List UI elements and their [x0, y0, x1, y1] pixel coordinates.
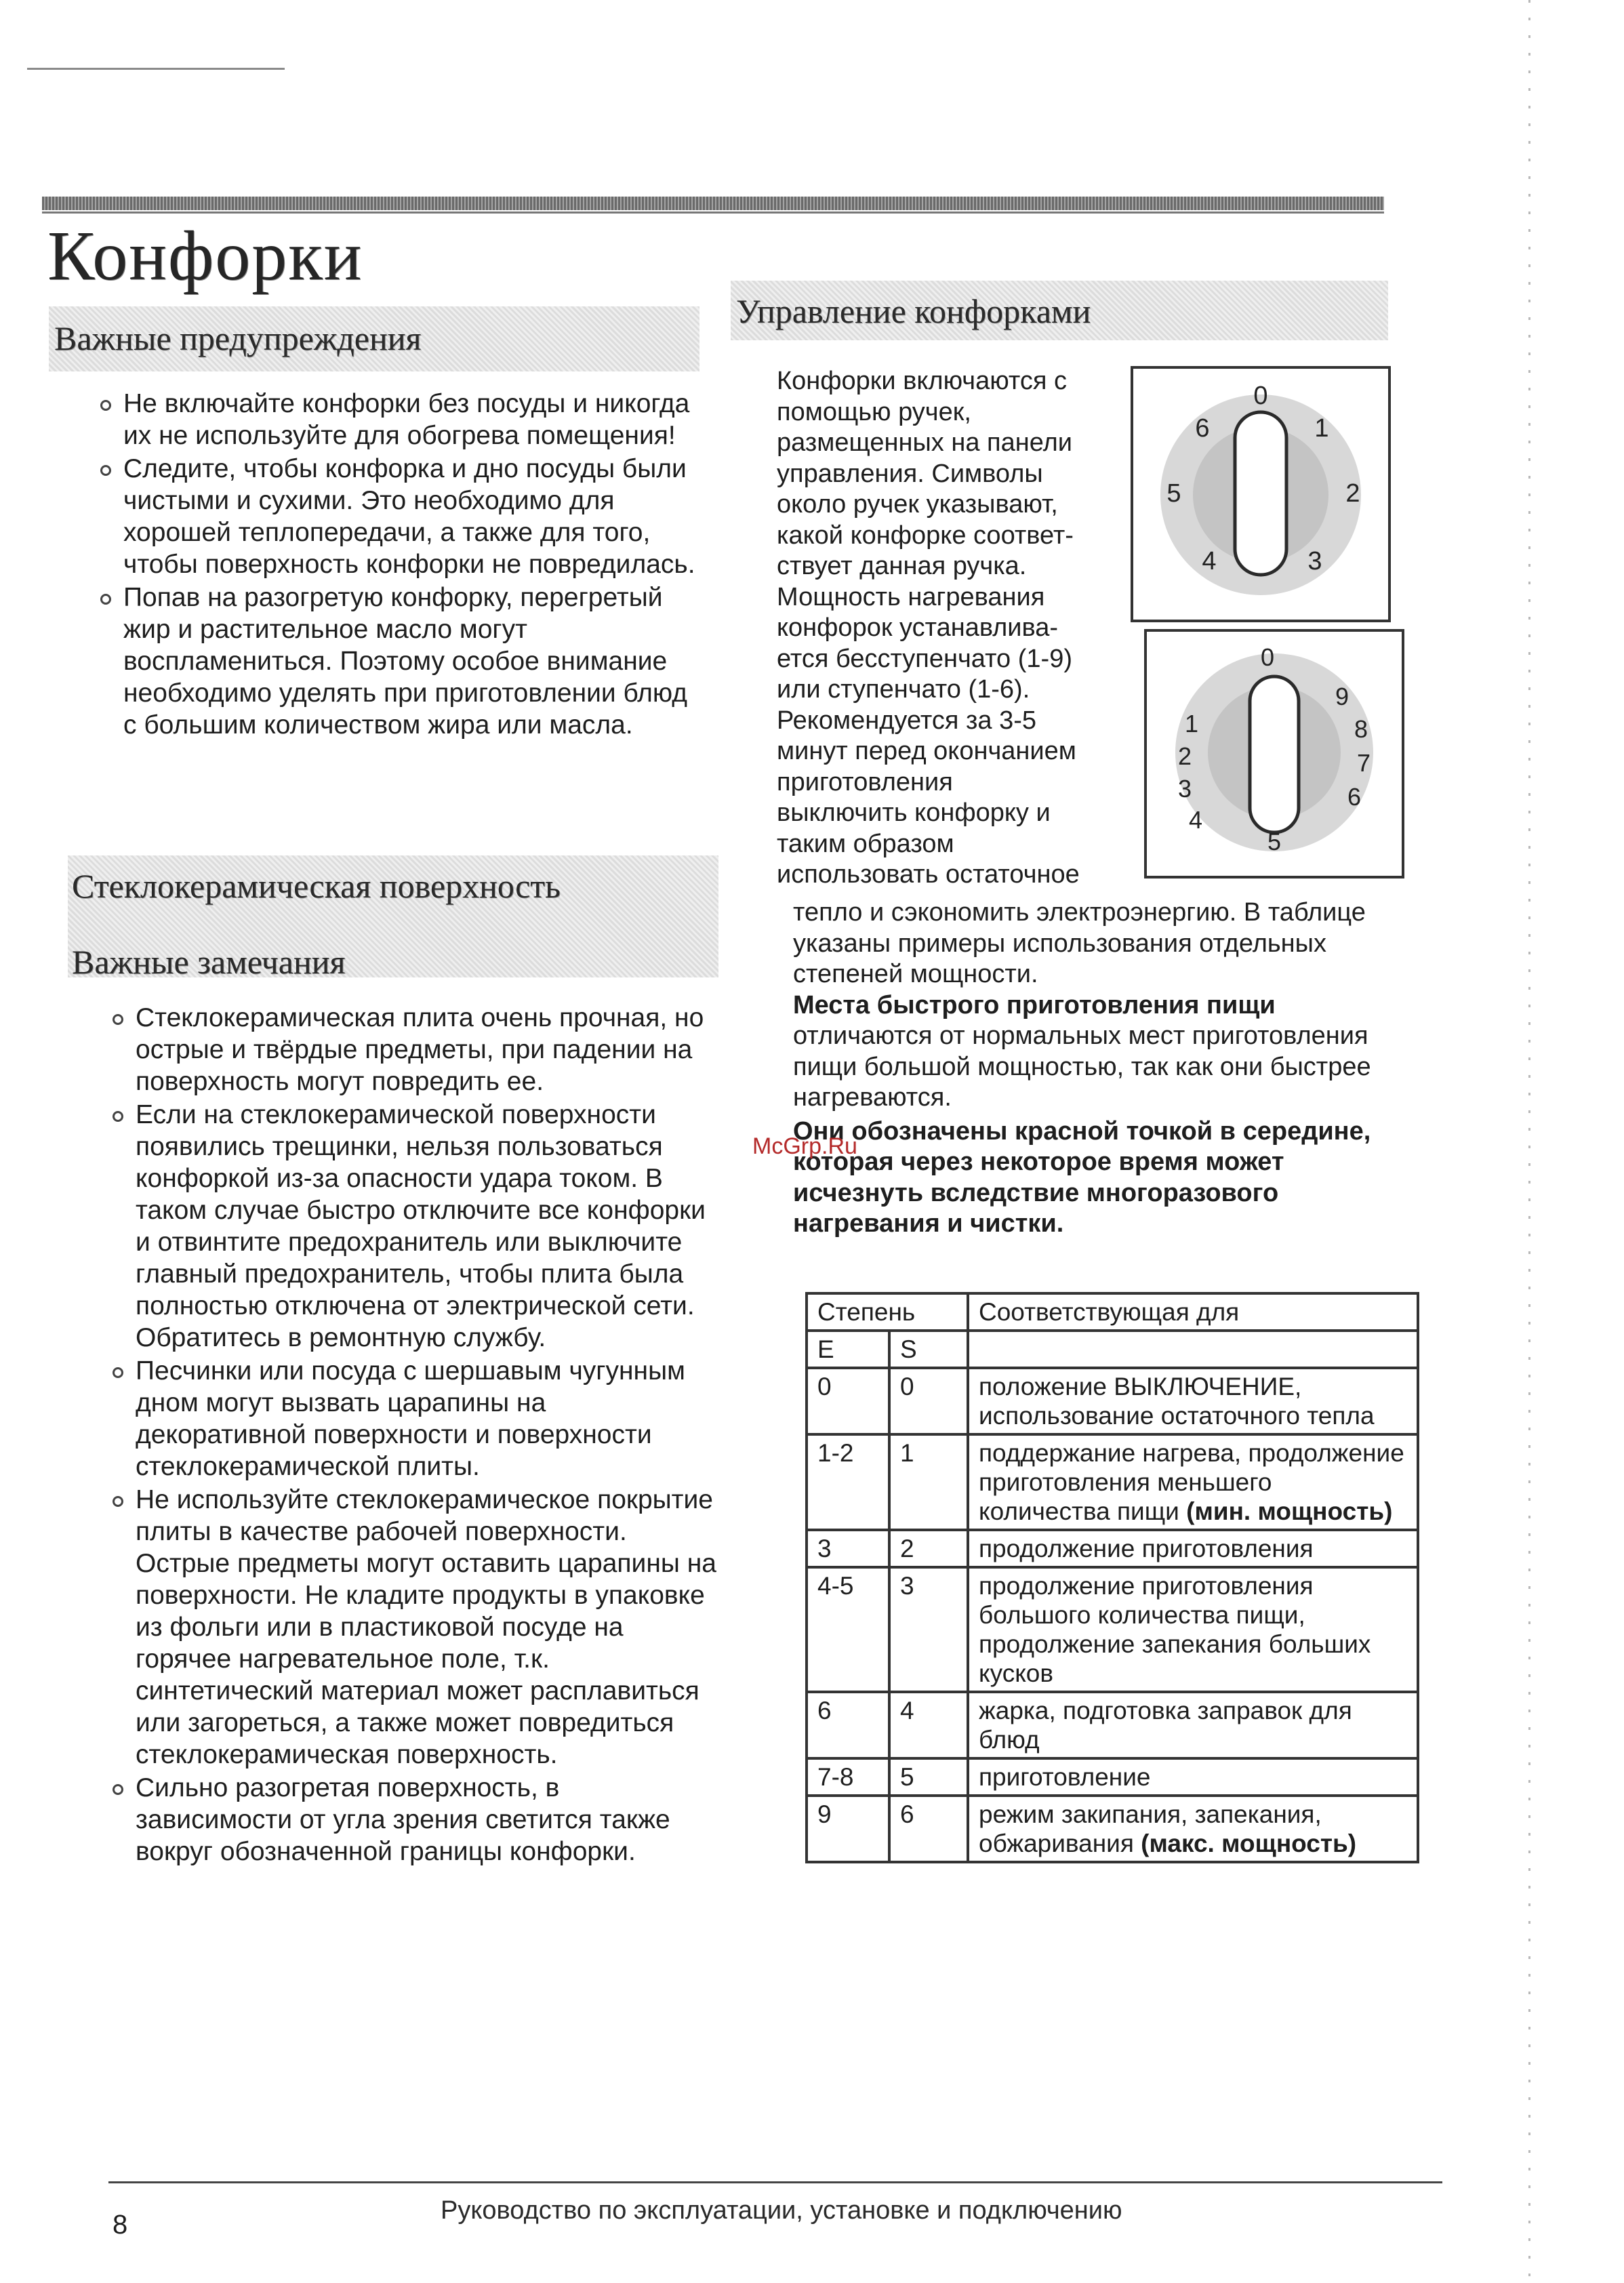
knob-handle	[1235, 412, 1286, 575]
notes-list	[113, 1002, 723, 1869]
control-intro: Конфорки включаются с помощью ручек, размещенных на панели управления. Символы около ручек указывают, какой конфорке соответ- ствует данная ручка. Мощность нагревания конфорок устанавлива- ется бесступенчато (1-9) или ступенчато (1-6). Рекомендуется за 3-5 минут перед окончанием приготовления выключить конфорку и таким образом использовать остаточное	[777, 367, 1080, 889]
power-level-table	[805, 1292, 1419, 1863]
table-header-e: E	[807, 1331, 889, 1368]
footer-text: Руководство по эксплуатации, установке и подключению	[441, 2196, 1122, 2225]
knob-6-step-svg	[1133, 369, 1388, 620]
list-item: Не используйте стеклокерамическое покрытие плиты в качестве рабочей поверхности. Острые предметы могут оставить царапины на поверхности. Не кладите продукты в упаковке из фольги или в пластиковой посуде на горячее нагревательное поле, т.к. синтетический материал может расплавиться или загореться, а также может повредиться стеклокерамическая поверхность.	[113, 1484, 723, 1771]
knob-label: 2	[1177, 742, 1192, 770]
table-row: 4-5 3 продолжение приготовления большого количества пищи, продолжение запекания больших кусков	[807, 1567, 1418, 1692]
knob-label: 5	[1267, 828, 1282, 855]
table-header-purpose: Соответствующая для	[968, 1293, 1418, 1331]
list-item: Не включайте конфорки без посуды и никогда их не используйте для обогрева помещения!	[100, 388, 697, 451]
watermark: McGrp.Ru	[752, 1133, 857, 1159]
list-item: Сильно разогретая поверхность, в зависимости от угла зрения светится также вокруг обозначенной границы конфорки.	[113, 1772, 723, 1867]
table-row: 6 4 жарка, подготовка заправок для блюд	[807, 1692, 1418, 1758]
knob-label: 6	[1347, 783, 1362, 811]
knob-label: 7	[1356, 749, 1371, 777]
knob-label: 0	[1253, 382, 1268, 410]
glass-heading: Стеклокерамическая поверхность	[72, 867, 561, 905]
list-item: Если на стеклокерамической поверхности появились трещинки, нельзя пользоваться конфоркой из-за опасности удара током. В таком случае быстро отключите все конфорки и отвинтите предохранитель или выключите главный предохранитель, чтобы плита была полностью отключена от электрической сети. Обратитесь в ремонтную службу.	[113, 1099, 723, 1354]
page-title: Конфорки	[47, 217, 363, 295]
table-subheader-row	[807, 1331, 1418, 1368]
list-item: Стеклокерамическая плита очень прочная, но острые и твёрдые предметы, при падении на поверхность могут повредить ее.	[113, 1002, 723, 1097]
knob-label: 5	[1166, 479, 1181, 508]
list-item: Следите, чтобы конфорка и дно посуды были чистыми и сухими. Это необходимо для хорошей теплопередачи, а также для того, чтобы поверхность конфорки не повредилась.	[100, 453, 697, 580]
knob-label: 8	[1354, 715, 1368, 743]
control-heading: Управление конфорками	[736, 292, 1091, 330]
knob-label: 6	[1195, 414, 1210, 443]
knob-label: 4	[1188, 806, 1203, 834]
header-rule-thin	[42, 211, 1384, 214]
knob-label: 2	[1345, 479, 1360, 508]
knob-label: 1	[1314, 414, 1329, 443]
knob-label: 4	[1202, 547, 1217, 575]
control-paragraph: тепло и сэкономить электроэнергию. В таблице указаны примеры использования отдельных степеней мощности. Места быстрого приготовления пищи отличаются от нормальных мест приготовления пищи большой мощностью, так как они быстрее нагреваются. Они обозначены красной точкой в середине, которая через некоторое время может исчезнуть вследствие многоразового нагревания и чистки.	[793, 898, 1371, 1238]
notes-heading: Важные замечания	[72, 943, 346, 981]
scan-edge-artifact	[1528, 0, 1530, 2283]
table-row: 1-2 1 поддержание нагрева, продолжение приготовления меньшего количества пищи (мин. мощность)	[807, 1434, 1418, 1530]
table-row: 9 6 режим закипания, запекания, обжаривания (макс. мощность)	[807, 1796, 1418, 1862]
knob-handle	[1250, 676, 1299, 832]
table-row: 0 0 положение ВЫКЛЮЧЕНИЕ, использование остаточного тепла	[807, 1368, 1418, 1434]
footer-rule	[108, 2181, 1442, 2183]
knob-label: 9	[1335, 683, 1349, 710]
warnings-heading: Важные предупреждения	[54, 319, 422, 357]
knob-label: 3	[1177, 775, 1192, 803]
knob-label: 3	[1307, 547, 1322, 575]
knob-label: 1	[1184, 710, 1199, 738]
table-row: 3 2 продолжение приготовления	[807, 1530, 1418, 1567]
page-number: 8	[113, 2210, 128, 2240]
knob-label: 0	[1260, 643, 1275, 671]
knob-9-step-svg	[1147, 632, 1402, 876]
table-row: 7-8 5 приготовление	[807, 1758, 1418, 1796]
table-header-s: S	[889, 1331, 968, 1368]
table-header-row	[807, 1293, 1418, 1331]
list-item: Попав на разогретую конфорку, перегретый жир и растительное масло могут воспламениться. Поэтому особое внимание необходимо уделять при приготовлении блюд с большим количеством жира или масла.	[100, 582, 697, 741]
knob-9-step-diagram	[1144, 629, 1404, 878]
scan-artifact-line	[27, 68, 285, 70]
warnings-list	[100, 388, 697, 742]
list-item: Песчинки или посуда с шершавым чугунным дном могут вызвать царапины на декоративной поверхности и поверхности стеклокерамической плиты.	[113, 1355, 723, 1482]
knob-6-step-diagram	[1131, 366, 1391, 622]
header-rule	[42, 197, 1384, 210]
table-header-level: Степень	[807, 1293, 968, 1331]
table-header-empty	[968, 1331, 1418, 1368]
